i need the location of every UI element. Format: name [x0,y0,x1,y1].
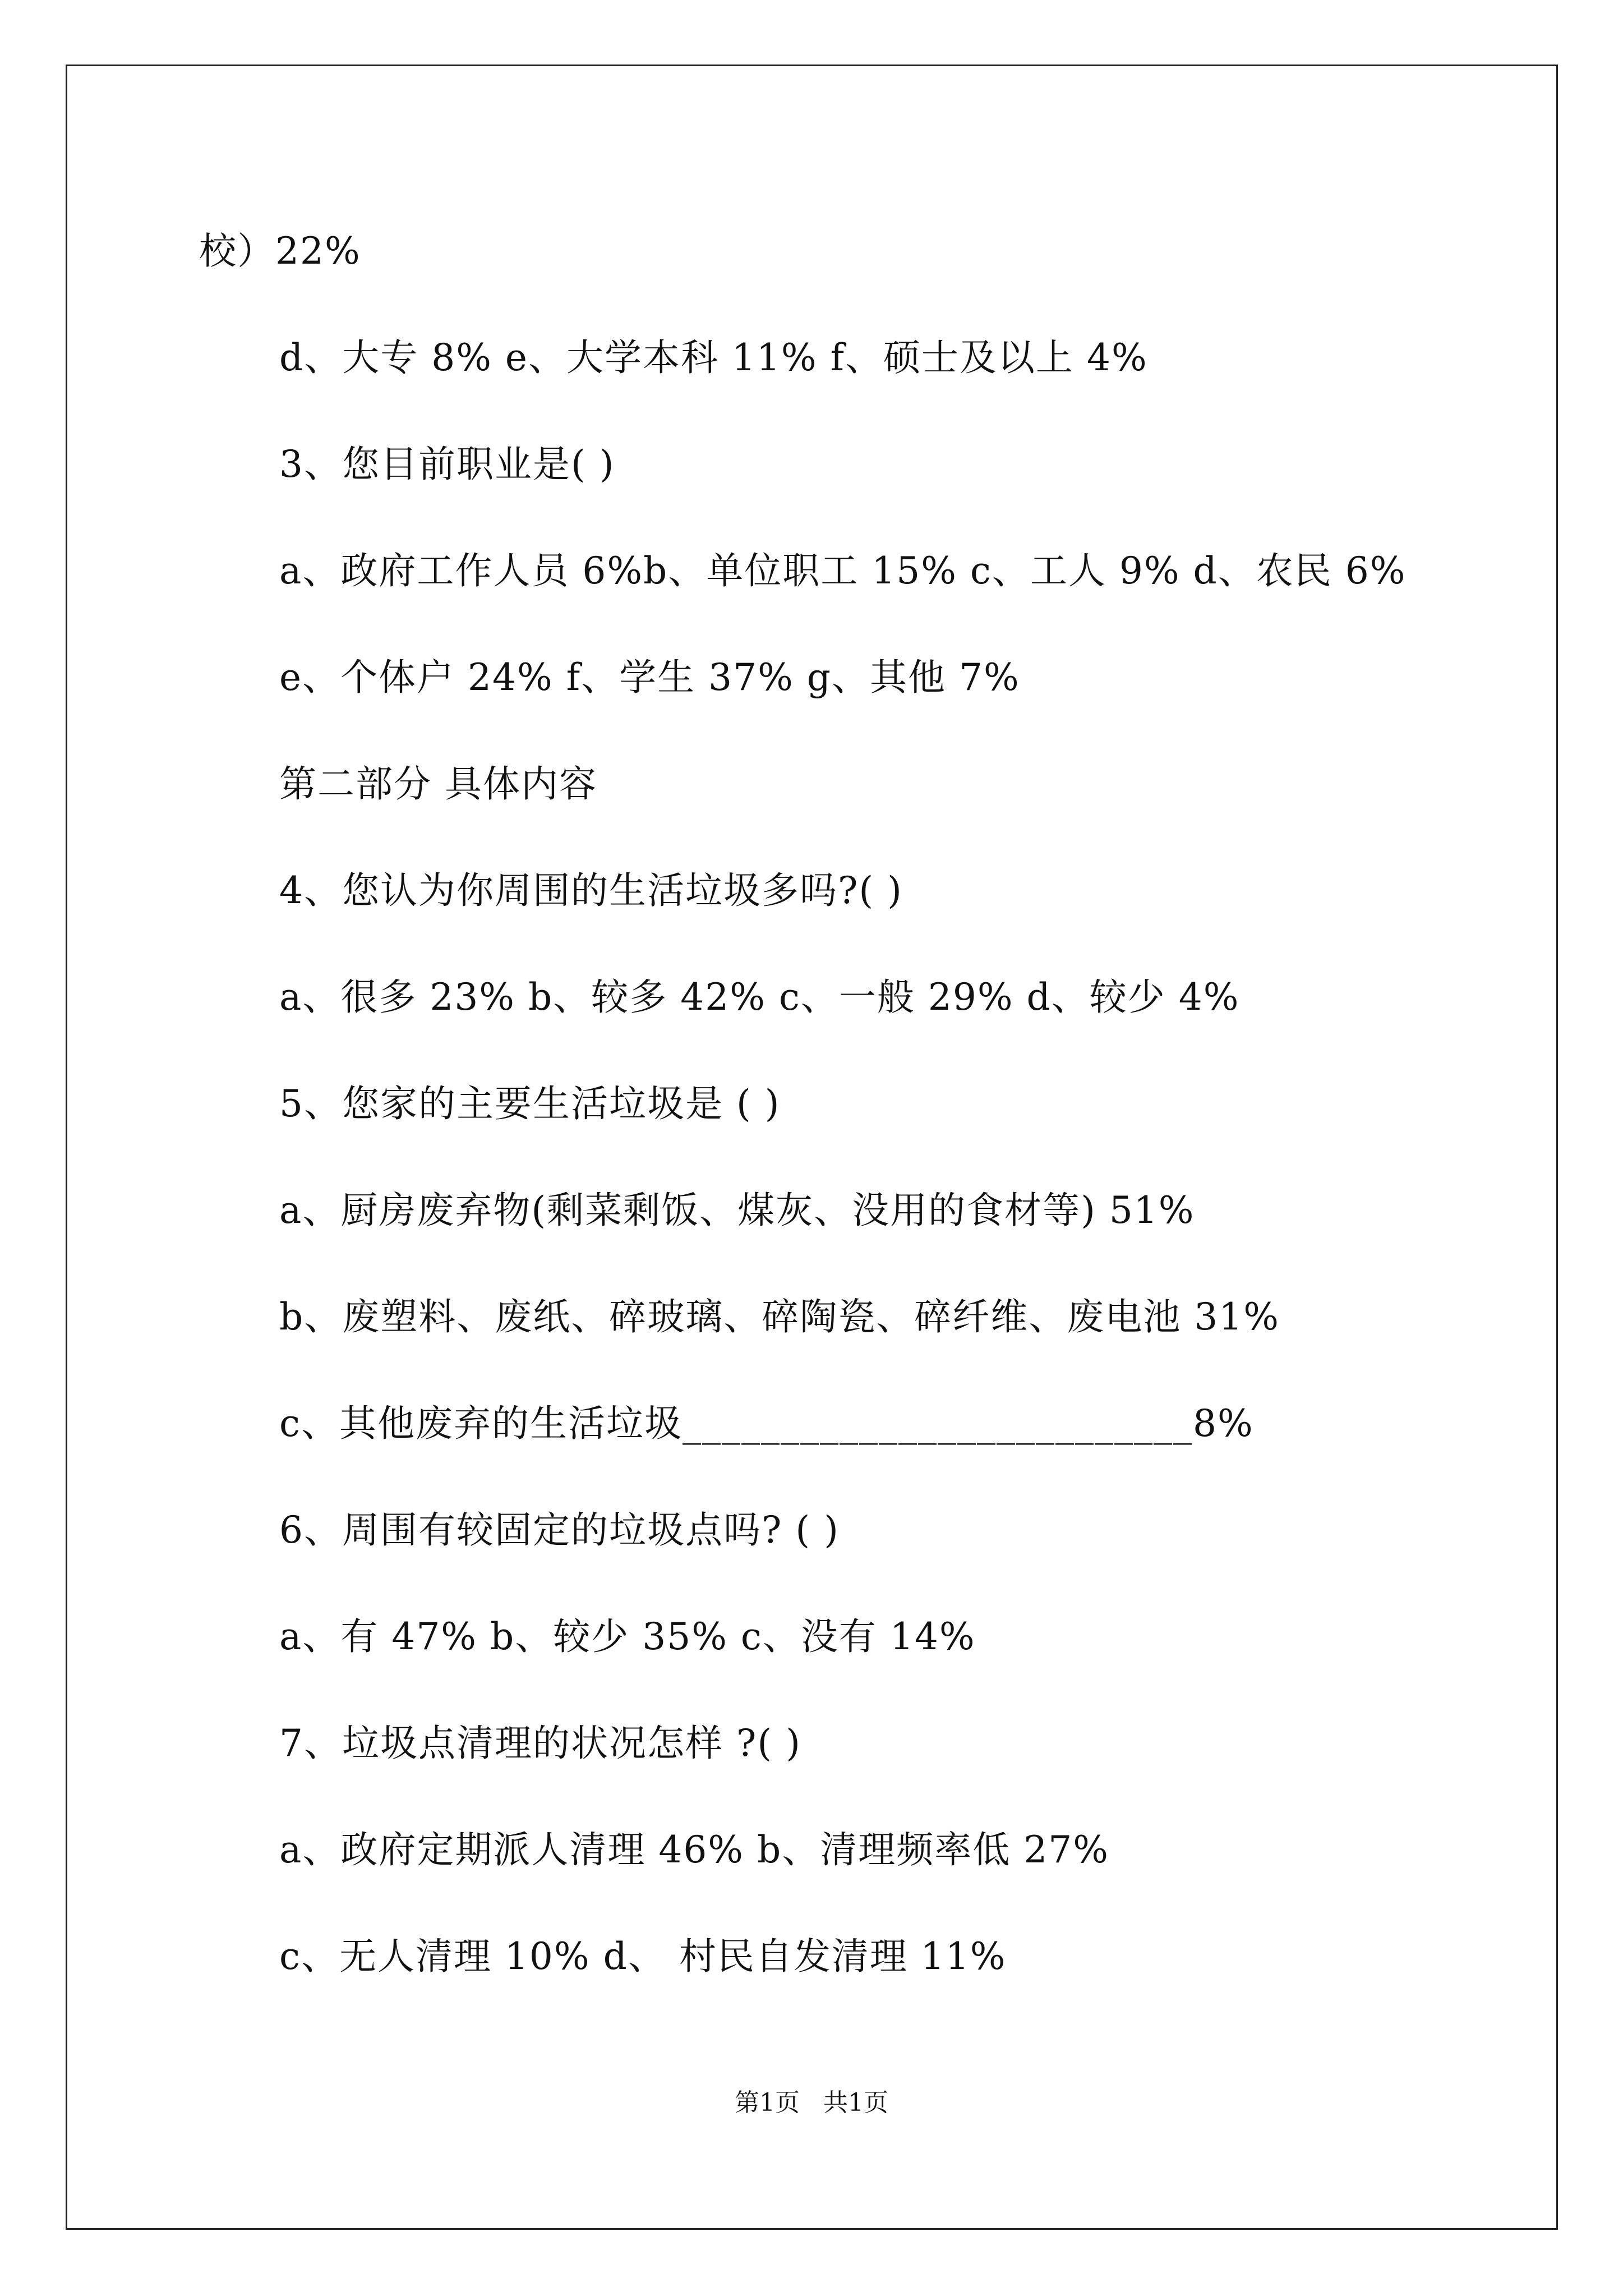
text-line-cleanup-options-1: a、政府定期派人清理 46% b、清理频率低 27% [279,1828,1109,1871]
text-line-occupation-options-1: a、政府工作人员 6%b、单位职工 15% c、工人 9% d、农民 6% [279,549,1407,592]
text-line-garbage-type-b: b、废塑料、废纸、碎玻璃、碎陶瓷、碎纤维、废电池 31% [279,1295,1280,1338]
text-line-garbage-point-options: a、有 47% b、较少 35% c、没有 14% [279,1615,976,1658]
page-footer: 第1页 共1页 [735,2088,888,2117]
text-line-garbage-type-c: c、其他废弃的生活垃圾__________________________8% [279,1402,1254,1445]
question-4-garbage-amount: 4、您认为你周围的生活垃圾多吗?( ) [279,869,903,912]
question-6-garbage-point: 6、周围有较固定的垃圾点吗? ( ) [279,1508,840,1552]
text-line-school-continuation: 校）22% [199,229,361,273]
page-frame [66,65,1558,2230]
question-3-occupation: 3、您目前职业是( ) [279,443,615,486]
text-line-cleanup-options-2: c、无人清理 10% d、 村民自发清理 11% [279,1935,1007,1978]
text-line-education-options: d、大专 8% e、大学本科 11% f、硕士及以上 4% [279,336,1148,379]
question-5-garbage-type: 5、您家的主要生活垃圾是 ( ) [279,1082,781,1125]
text-line-occupation-options-2: e、个体户 24% f、学生 37% g、其他 7% [279,656,1020,699]
section-heading-part-two: 第二部分 具体内容 [279,762,597,806]
question-7-cleanup-status: 7、垃圾点清理的状况怎样 ?( ) [279,1722,801,1765]
text-line-garbage-type-a: a、厨房废弃物(剩菜剩饭、煤灰、没用的食材等) 51% [279,1189,1195,1232]
text-line-garbage-amount-options: a、很多 23% b、较多 42% c、一般 29% d、较少 4% [279,976,1240,1019]
